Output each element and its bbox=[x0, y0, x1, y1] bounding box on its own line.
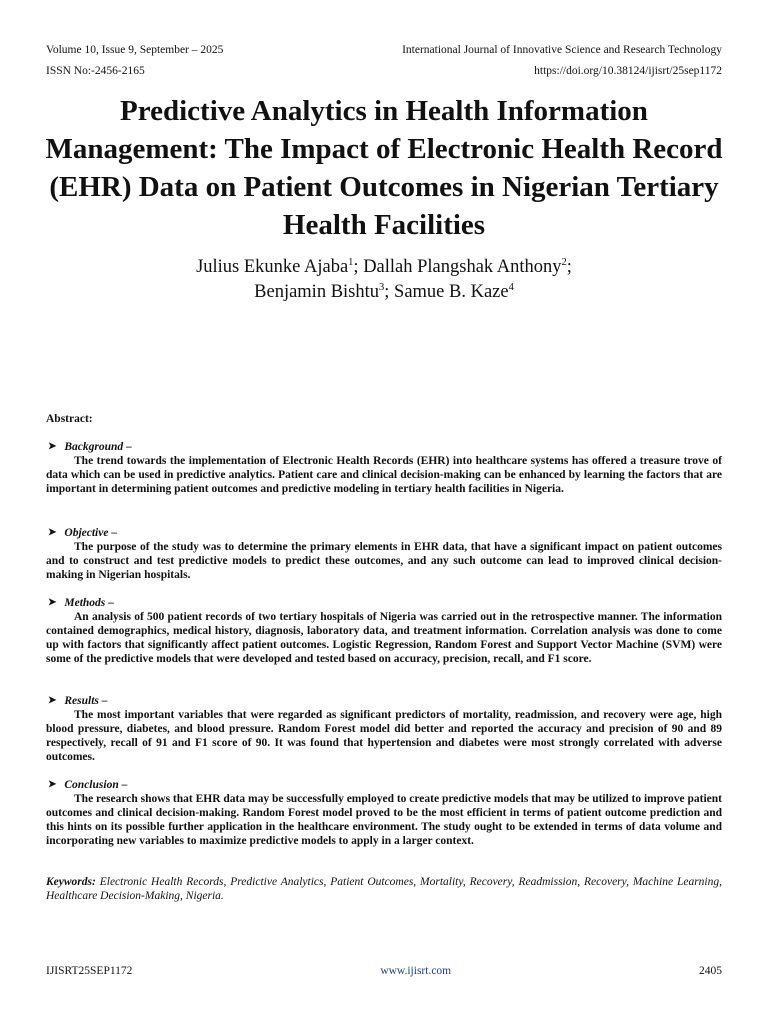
author-line-1 bbox=[40, 255, 728, 280]
paper-title: Predictive Analytics in Health Information Management: The Impact of Electronic Health Record (EHR) Data on Patient Outcomes in Nigerian Tertiary Health Facilities bbox=[45, 95, 723, 241]
section-paragraph: The research shows that EHR data may be successfully employed to create predictive models that may be utilized to improve patient outcomes and clinical decision-making. Random Forest model proved to be the most efficient in terms of patient outcome prediction and this hints on its possible further application in the healthcare environment. The study ought to be extended in terms of data volume and incorporating new variables to maximize predictive models to apply in a larger context. bbox=[46, 793, 722, 847]
section-heading-row bbox=[48, 778, 722, 792]
section-heading-row bbox=[48, 440, 722, 454]
section-body bbox=[46, 792, 722, 848]
author-name: Samue B. Kaze bbox=[394, 282, 509, 302]
author-line-2 bbox=[40, 280, 728, 305]
section-heading: Results – bbox=[64, 695, 108, 707]
author-name: Dallah Plangshak Anthony bbox=[363, 257, 562, 277]
author-separator: ; bbox=[353, 257, 364, 277]
section-heading-row bbox=[48, 596, 722, 610]
author-list bbox=[40, 255, 728, 305]
author-name: Julius Ekunke Ajaba bbox=[196, 257, 349, 277]
section-body bbox=[46, 454, 722, 496]
paper-id: IJISRT25SEP1172 bbox=[46, 965, 133, 977]
arrow-bullet-icon: ➤ bbox=[48, 527, 57, 538]
section-paragraph: The most important variables that were regarded as significant predictors of mortality, readmission, and recovery were age, high blood pressure, diabetes, and blood pressure. Random Forest model did better and reported the accuracy and precision of 90 and 89 respectively, recall of 91 and F1 score of 90. It was found that hypertension and diabetes were most strongly correlated with adverse outcomes. bbox=[46, 709, 722, 763]
abstract-section-methods bbox=[46, 596, 722, 666]
arrow-bullet-icon: ➤ bbox=[48, 441, 57, 452]
page-footer bbox=[46, 965, 722, 977]
section-heading-row bbox=[48, 526, 722, 540]
section-body bbox=[46, 610, 722, 666]
abstract-section-background bbox=[46, 440, 722, 496]
abstract-section-results bbox=[46, 694, 722, 764]
section-body bbox=[46, 708, 722, 764]
arrow-bullet-icon: ➤ bbox=[48, 597, 57, 608]
section-heading: Background – bbox=[64, 441, 132, 453]
section-heading: Methods – bbox=[64, 597, 114, 609]
section-paragraph: The purpose of the study was to determine the primary elements in EHR data, that have a significant impact on patient outcomes and to construct and test predictive models to predict these outcomes, and any such outcome can lead to improved clinical decision-making in Nigerian hospitals. bbox=[46, 541, 722, 581]
doi-link[interactable]: https://doi.org/10.38124/ijisrt/25sep1172 bbox=[534, 65, 722, 77]
running-header-bottom bbox=[46, 65, 722, 77]
author-affiliation-mark: 3 bbox=[379, 281, 385, 293]
author-separator: ; bbox=[566, 257, 572, 277]
keywords-text: Electronic Health Records, Predictive Analytics, Patient Outcomes, Mortality, Recovery, Readmission, Recovery, Machine Learning, Healthcare Decision-Making, Nigeria. bbox=[46, 876, 723, 902]
author-affiliation-mark: 2 bbox=[561, 256, 567, 268]
abstract-section-objective bbox=[46, 526, 722, 582]
abstract-section-conclusion bbox=[46, 778, 722, 848]
author-name: Benjamin Bishtu bbox=[254, 282, 380, 302]
section-heading-row bbox=[48, 694, 722, 708]
journal-name: International Journal of Innovative Science and Research Technology bbox=[402, 44, 722, 56]
section-paragraph: An analysis of 500 patient records of two tertiary hospitals of Nigeria was carried out in the retrospective manner. The information contained demographics, medical history, diagnosis, laboratory data, and treatment information. Correlation analysis was done to come up with factors that significantly affect patient outcomes. Logistic Regression, Random Forest and Support Vector Machine (SVM) were some of the predictive models that were developed and tested based on accuracy, precision, recall, and F1 score. bbox=[46, 611, 722, 665]
arrow-bullet-icon: ➤ bbox=[48, 779, 57, 790]
keywords-label: Keywords: bbox=[46, 876, 96, 888]
abstract-heading: Abstract: bbox=[46, 413, 93, 425]
arrow-bullet-icon: ➤ bbox=[48, 695, 57, 706]
section-heading: Objective – bbox=[64, 527, 118, 539]
journal-website-link[interactable]: www.ijisrt.com bbox=[380, 965, 452, 977]
issn: ISSN No:-2456-2165 bbox=[46, 65, 145, 77]
author-separator: ; bbox=[384, 282, 395, 302]
keywords bbox=[46, 875, 722, 903]
running-header-top bbox=[46, 44, 722, 56]
page-number: 2405 bbox=[699, 965, 722, 977]
volume-info: Volume 10, Issue 9, September – 2025 bbox=[46, 44, 224, 56]
author-affiliation-mark: 4 bbox=[508, 281, 514, 293]
section-heading: Conclusion – bbox=[64, 779, 128, 791]
author-affiliation-mark: 1 bbox=[348, 256, 354, 268]
section-paragraph: The trend towards the implementation of Electronic Health Records (EHR) into healthcare systems has offered a treasure trove of data which can be used in predictive analytics. Patient care and clinical decision-making can be enhanced by learning the factors that are important in determining patient outcomes and predictive modeling in tertiary health facilities in Nigeria. bbox=[46, 455, 722, 495]
section-body bbox=[46, 540, 722, 582]
